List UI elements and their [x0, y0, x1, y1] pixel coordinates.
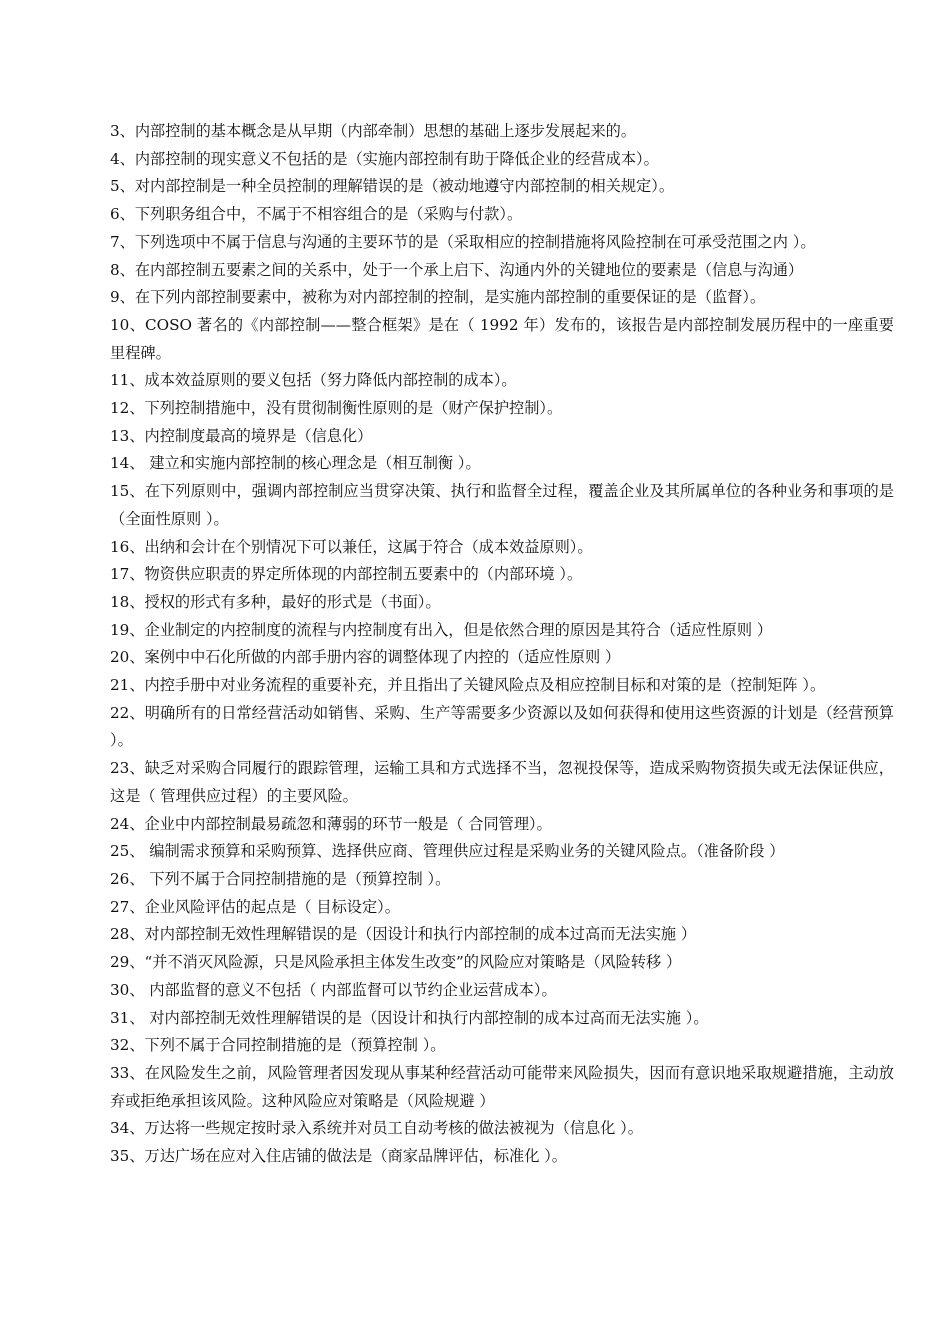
- question-14: 14、 建立和实施内部控制的核心理念是（相互制衡 ）。: [110, 454, 481, 473]
- question-35: 35、万达广场在应对入住店铺的做法是（商家品牌评估，标准化 ）。: [110, 1147, 567, 1166]
- question-8: 8、在内部控制五要素之间的关系中，处于一个承上启下、沟通内外的关键地位的要素是（信息与沟通）: [110, 260, 804, 279]
- question-13: 13、内控制度最高的境界是（信息化）: [110, 426, 373, 445]
- question-24: 24、企业中内部控制最易疏忽和薄弱的环节一般是（ 合同管理）。: [110, 814, 552, 833]
- question-27: 27、企业风险评估的起点是（ 目标设定）。: [110, 897, 400, 916]
- question-29: 29、“并不消灭风险源，只是风险承担主体发生改变”的风险应对策略是（风险转移 ）: [110, 953, 682, 972]
- question-32: 32、下列不属于合同控制措施的是（预算控制 ）。: [110, 1036, 446, 1055]
- question-25: 25、 编制需求预算和采购预算、选择供应商、管理供应过程是采购业务的关键风险点。（准备阶段 ）: [110, 842, 785, 861]
- question-15: 15、在下列原则中，强调内部控制应当贯穿决策、执行和监督全过程，覆盖企业及其所属单位的各种业务和事项的是（全面性原则 ）。: [110, 482, 894, 528]
- document-page: [110, 118, 899, 1171]
- question-10: 10、COSO 著名的《内部控制——整合框架》是在（ 1992 年）发布的，该报告是内部控制发展历程中的一座重要里程碑。: [110, 315, 894, 362]
- question-21: 21、内控手册中对业务流程的重要补充，并且指出了关键风险点及相应控制目标和对策的是（控制矩阵 ）。: [110, 676, 826, 695]
- question-31: 31、 对内部控制无效性理解错误的是（因设计和执行内部控制的成本过高而无法实施 ）。: [110, 1008, 709, 1027]
- question-20: 20、案例中中石化所做的内部手册内容的调整体现了内控的（适应性原则 ）: [110, 648, 621, 667]
- question-22: 22、明确所有的日常经营活动如销售、采购、生产等需要多少资源以及如何获得和使用这些资源的计划是（经营预算 ）。: [110, 703, 899, 750]
- question-5: 5、对内部控制是一种全员控制的理解错误的是（被动地遵守内部控制的相关规定）。: [110, 177, 675, 196]
- question-7: 7、下列选项中不属于信息与沟通的主要环节的是（采取相应的控制措施将风险控制在可承受范围之内 ）。: [110, 232, 816, 251]
- question-23: 23、缺乏对采购合同履行的跟踪管理，运输工具和方式选择不当，忽视投保等，造成采购物资损失或无法保证供应，这是（ 管理供应过程）的主要风险。: [110, 759, 894, 805]
- question-9: 9、在下列内部控制要素中，被称为对内部控制的控制，是实施内部控制的重要保证的是（监督）。: [110, 288, 766, 307]
- question-28: 28、对内部控制无效性理解错误的是（因设计和执行内部控制的成本过高而无法实施 ）: [110, 925, 697, 944]
- question-18: 18、授权的形式有多种，最好的形式是（书面）。: [110, 592, 441, 611]
- question-17: 17、物资供应职责的界定所体现的内部控制五要素中的（内部环境 ）。: [110, 565, 583, 584]
- question-3: 3、内部控制的基本概念是从早期（内部牵制）思想的基础上逐步发展起来的。: [110, 122, 637, 140]
- question-34: 34、万达将一些规定按时录入系统并对员工自动考核的做法被视为（信息化 ）。: [110, 1119, 643, 1138]
- question-11: 11、成本效益原则的要义包括（努力降低内部控制的成本）。: [110, 371, 517, 390]
- question-12: 12、下列控制措施中，没有贯彻制衡性原则的是（财产保护控制）。: [110, 399, 563, 418]
- question-6: 6、下列职务组合中，不属于不相容组合的是（采购与付款）。: [110, 205, 523, 224]
- question-16: 16、出纳和会计在个别情况下可以兼任，这属于符合（成本效益原则）。: [110, 537, 593, 556]
- question-4: 4、内部控制的现实意义不包括的是（实施内部控制有助于降低企业的经营成本）。: [110, 149, 659, 168]
- question-33: 33、在风险发生之前，风险管理者因发现从事某种经营活动可能带来风险损失，因而有意识地采取规避措施，主动放弃或拒绝承担该风险。这种风险应对策略是（风险规避 ）: [110, 1063, 894, 1110]
- question-30: 30、 内部监督的意义不包括（ 内部监督可以节约企业运营成本）。: [110, 980, 557, 999]
- question-19: 19、企业制定的内控制度的流程与内控制度有出入，但是依然合理的原因是其符合（适应性原则 ）: [110, 620, 773, 639]
- question-26: 26、 下列不属于合同控制措施的是（预算控制 ）。: [110, 869, 451, 888]
